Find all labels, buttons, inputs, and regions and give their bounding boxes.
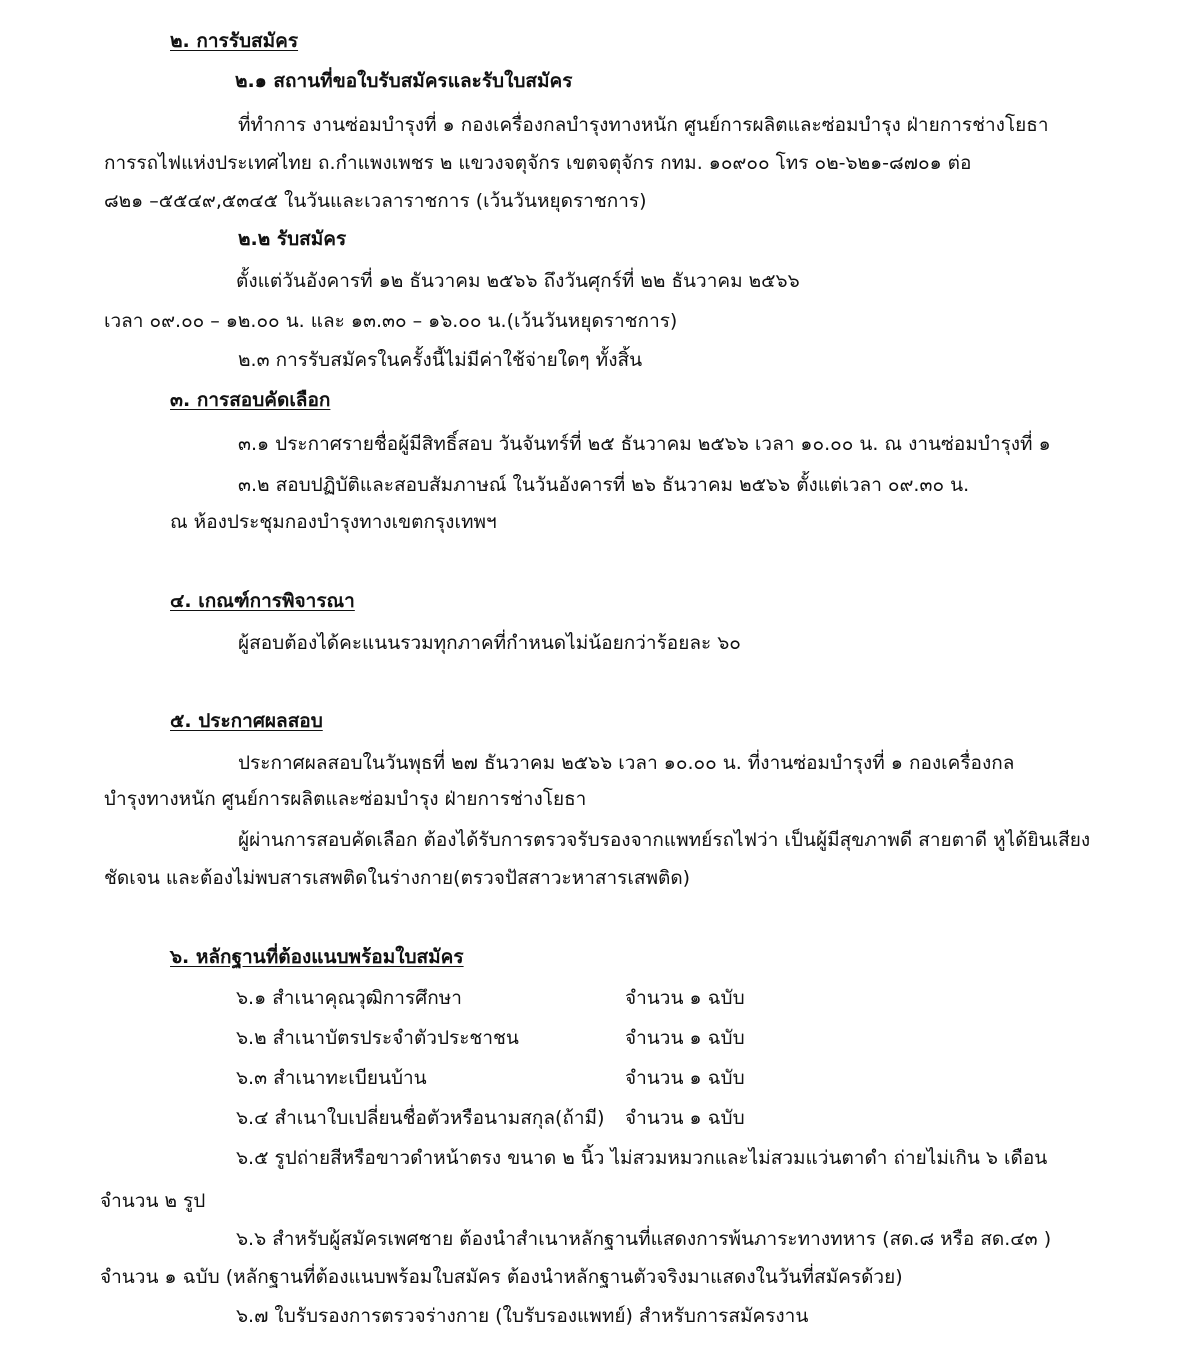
section-2-heading: ๒. การรับสมัคร <box>170 30 299 52</box>
section-2-1-line-2: การรถไฟแห่งประเทศไทย ถ.กำแพงเพชร ๒ แขวงจตุจักร เขตจตุจักร กทม. ๑๐๙๐๐ โทร ๐๒-๖๒๑-๘๗๐๑ ต่อ <box>104 152 972 174</box>
section-6-heading: ๖. หลักฐานที่ต้องแนบพร้อมใบสมัคร <box>170 946 464 968</box>
section-3-heading: ๓. การสอบคัดเลือก <box>170 389 331 411</box>
section-3-2-line-2: ณ ห้องประชุมกองบำรุงทางเขตกรุงเทพฯ <box>170 511 497 533</box>
evidence-item-count: จำนวน ๑ ฉบับ <box>625 987 745 1009</box>
section-2-3-line: ๒.๓ การรับสมัครในครั้งนี้ไม่มีค่าใช้จ่ายใดๆ ทั้งสิ้น <box>238 349 643 371</box>
section-4-heading: ๔. เกณฑ์การพิจารณา <box>170 590 355 612</box>
section-3-2-line-1: ๓.๒ สอบปฏิบัติและสอบสัมภาษณ์ ในวันอังคารที่ ๒๖ ธันวาคม ๒๕๖๖ ตั้งแต่เวลา ๐๙.๓๐ น. <box>238 474 970 496</box>
section-3-1-line: ๓.๑ ประกาศรายชื่อผู้มีสิทธิ์สอบ วันจันทร์ที่ ๒๕ ธันวาคม ๒๕๖๖ เวลา ๑๐.๐๐ น. ณ งานซ่อมบำรุงที่ ๑ <box>238 433 1051 455</box>
evidence-item-count: จำนวน ๑ ฉบับ <box>625 1107 745 1129</box>
section-5-heading: ๕. ประกาศผลสอบ <box>170 710 323 732</box>
section-6-6-line-1: ๖.๖ สำหรับผู้สมัครเพศชาย ต้องนำสำเนาหลักฐานที่แสดงการพ้นภาระทางทหาร (สด.๘ หรือ สด.๔๓ ) <box>236 1228 1052 1250</box>
section-5-para-2-line-2: ชัดเจน และต้องไม่พบสารเสพติดในร่างกาย(ตรวจปัสสาวะหาสารเสพติด) <box>104 867 691 889</box>
section-5-para-1-line-2: บำรุงทางหนัก ศูนย์การผลิตและซ่อมบำรุง ฝ่ายการช่างโยธา <box>104 788 587 810</box>
evidence-item-label: ๖.๔ สำเนาใบเปลี่ยนชื่อตัวหรือนามสกุล(ถ้ามี) <box>236 1107 605 1129</box>
section-2-2-line-2: เวลา ๐๙.๐๐ – ๑๒.๐๐ น. และ ๑๓.๓๐ – ๑๖.๐๐ น.(เว้นวันหยุดราชการ) <box>104 310 678 332</box>
section-2-1-line-1: ที่ทำการ งานซ่อมบำรุงที่ ๑ กองเครื่องกลบำรุงทางหนัก ศูนย์การผลิตและซ่อมบำรุง ฝ่ายการช่างโยธา <box>238 114 1049 136</box>
section-2-2-line-1: ตั้งแต่วันอังคารที่ ๑๒ ธันวาคม ๒๕๖๖ ถึงวันศุกร์ที่ ๒๒ ธันวาคม ๒๕๖๖ <box>236 270 800 292</box>
evidence-item-count: จำนวน ๑ ฉบับ <box>625 1027 745 1049</box>
section-6-5-line-1: ๖.๕ รูปถ่ายสีหรือขาวดำหน้าตรง ขนาด ๒ นิ้ว ไม่สวมหมวกและไม่สวมแว่นตาดำ ถ่ายไม่เกิน ๖ เดือน <box>236 1147 1048 1169</box>
evidence-item-label: ๖.๓ สำเนาทะเบียนบ้าน <box>236 1067 427 1089</box>
section-4-line-1: ผู้สอบต้องได้คะแนนรวมทุกภาคที่กำหนดไม่น้อยกว่าร้อยละ ๖๐ <box>238 632 741 654</box>
section-5-para-2-line-1: ผู้ผ่านการสอบคัดเลือก ต้องได้รับการตรวจรับรองจากแพทย์รถไฟว่า เป็นผู้มีสุขภาพดี สายตาดี หูได้ยินเสียง <box>238 829 1091 851</box>
section-5-para-1-line-1: ประกาศผลสอบในวันพุธที่ ๒๗ ธันวาคม ๒๕๖๖ เวลา ๑๐.๐๐ น. ที่งานซ่อมบำรุงที่ ๑ กองเครื่องกล <box>238 752 1015 774</box>
section-6-6-line-2: จำนวน ๑ ฉบับ (หลักฐานที่ต้องแนบพร้อมใบสมัคร ต้องนำหลักฐานตัวจริงมาแสดงในวันที่สมัครด้วย) <box>100 1266 903 1288</box>
section-6-5-line-2: จำนวน ๒ รูป <box>100 1190 206 1212</box>
section-6-7-line: ๖.๗ ใบรับรองการตรวจร่างกาย (ใบรับรองแพทย์) สำหรับการสมัครงาน <box>236 1305 809 1327</box>
section-2-2-title: ๒.๒ รับสมัคร <box>238 228 347 250</box>
evidence-item-label: ๖.๑ สำเนาคุณวุฒิการศึกษา <box>236 987 462 1009</box>
evidence-item-label: ๖.๒ สำเนาบัตรประจำตัวประชาชน <box>236 1027 519 1049</box>
evidence-item-count: จำนวน ๑ ฉบับ <box>625 1067 745 1089</box>
section-2-1-title: ๒.๑ สถานที่ขอใบรับสมัครและรับใบสมัคร <box>235 70 573 92</box>
section-2-1-line-3: ๘๒๑ –๕๕๔๙,๕๓๔๕ ในวันและเวลาราชการ (เว้นวันหยุดราชการ) <box>104 190 647 212</box>
